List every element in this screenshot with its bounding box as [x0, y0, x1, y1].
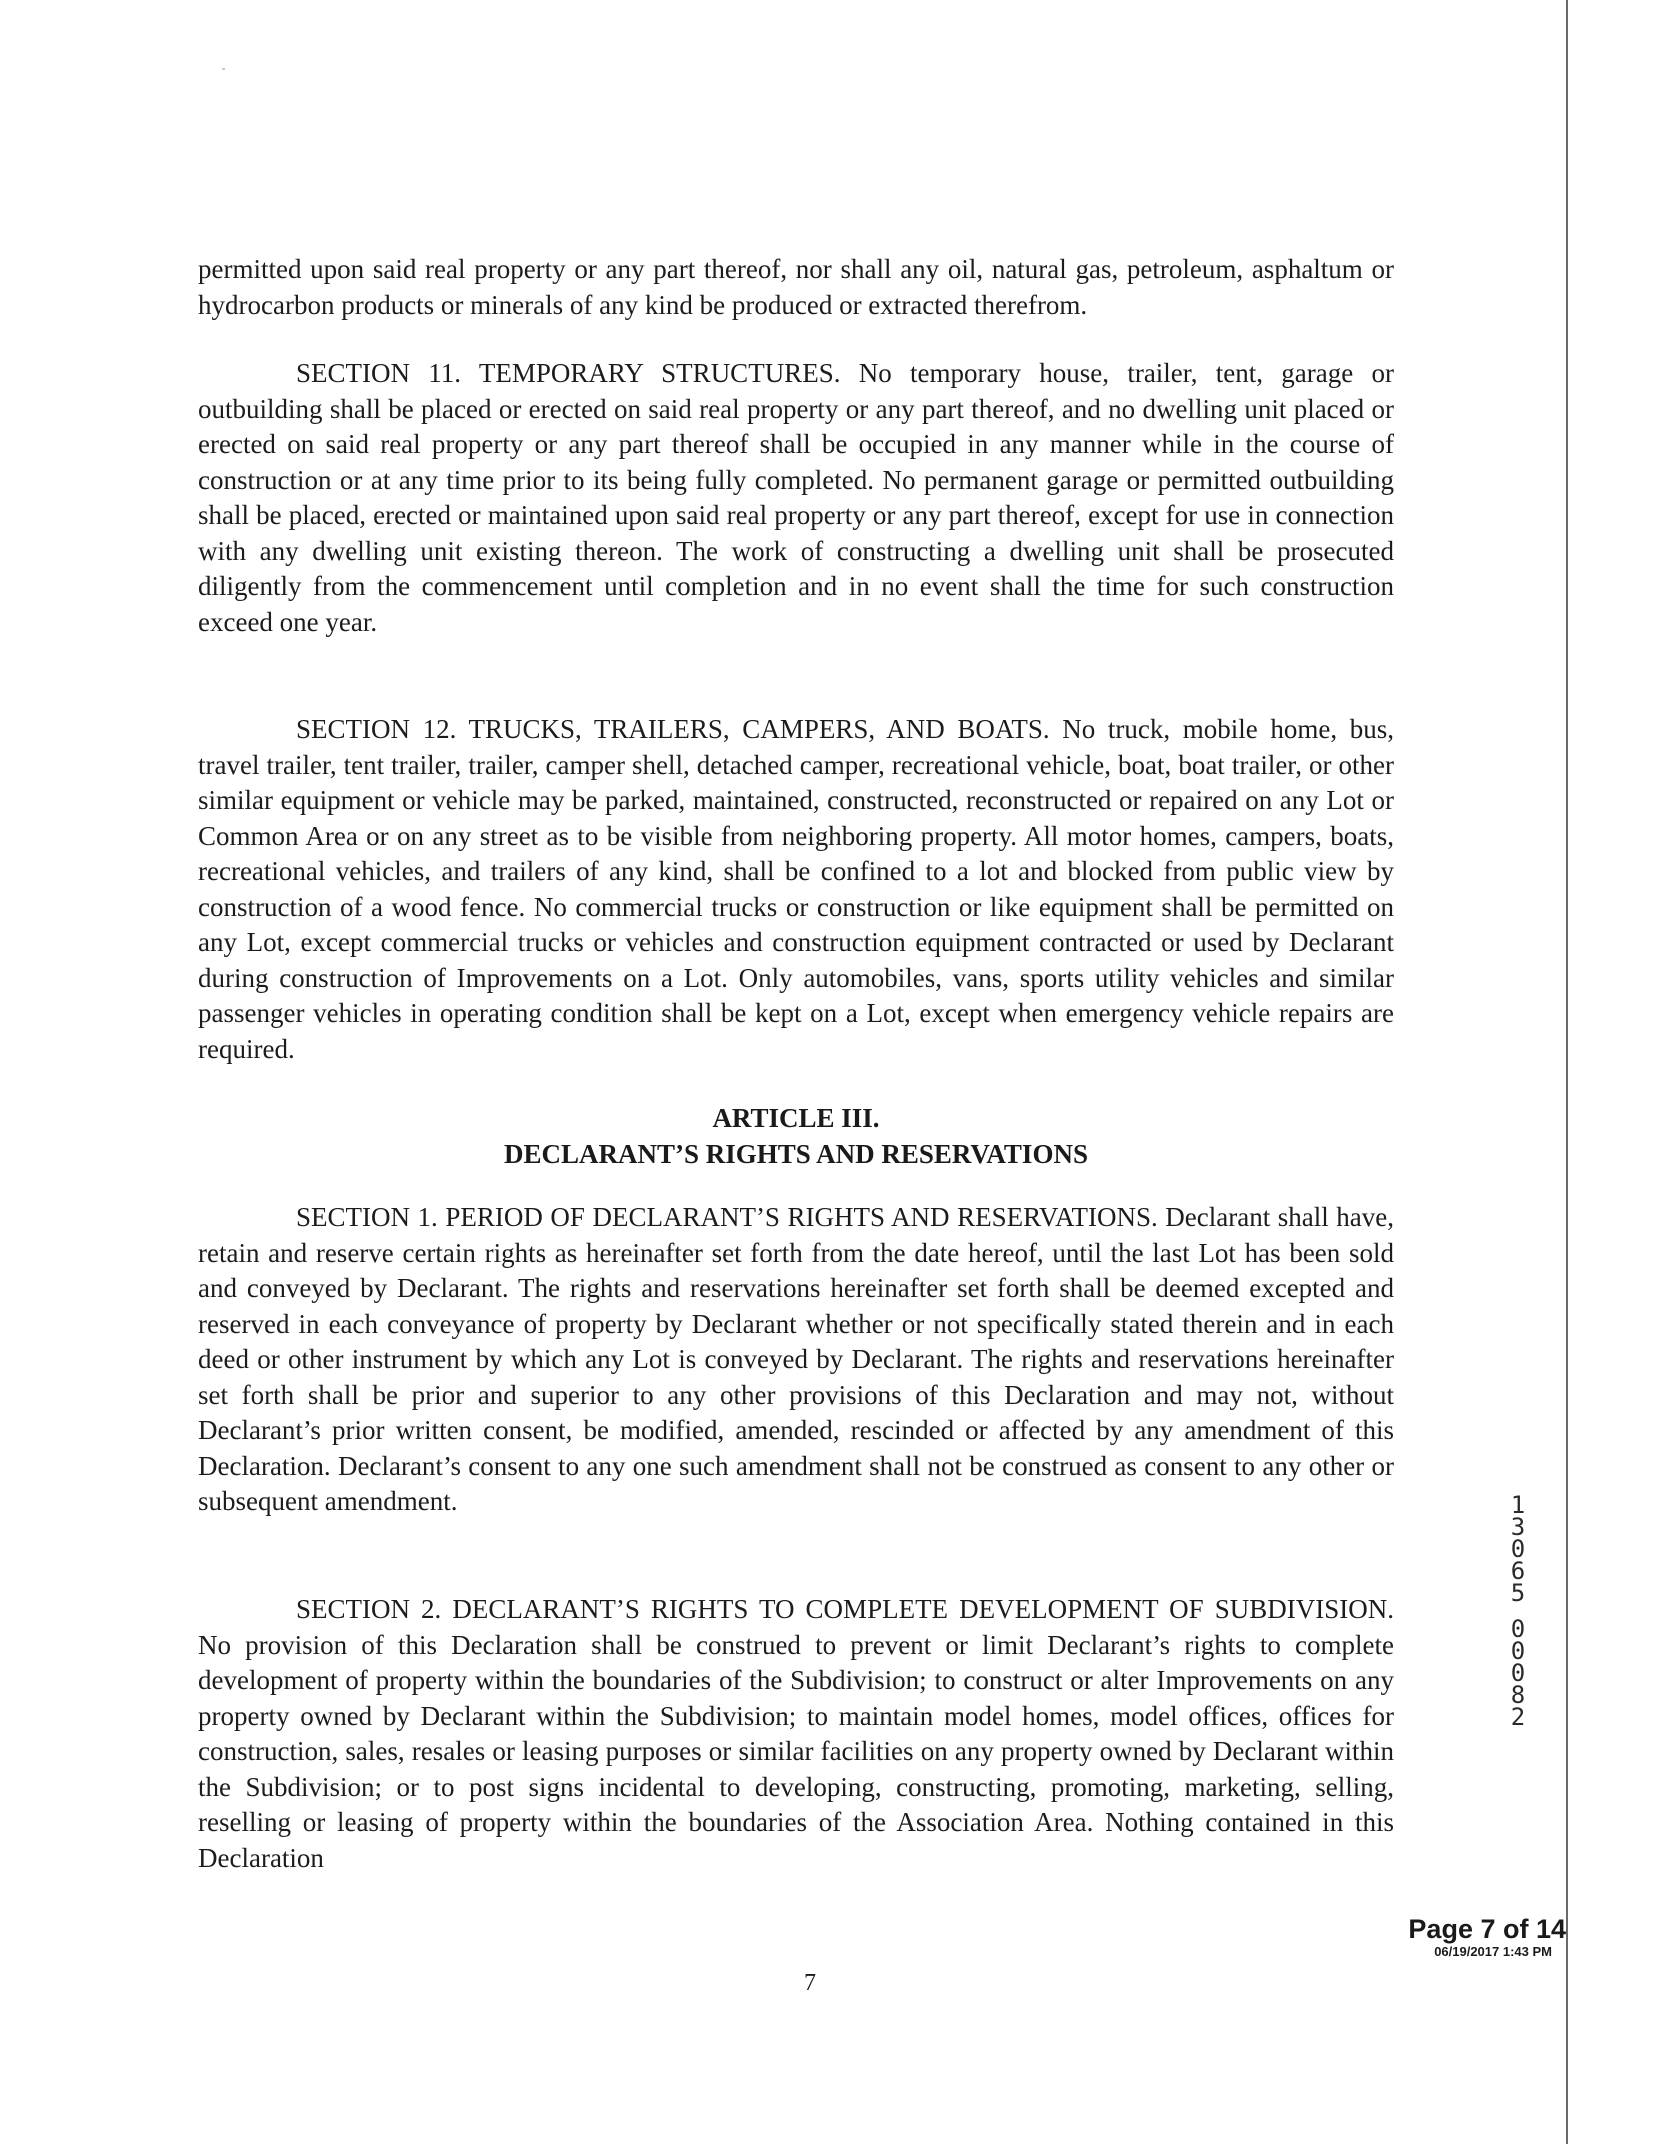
article-heading — [198, 1100, 1394, 1172]
recording-digit: 0 — [1510, 1615, 1526, 1643]
recording-digit: 2 — [1510, 1703, 1526, 1731]
stamp-page-label: Page 7 of 14 — [1408, 1914, 1566, 1944]
recording-number-second — [1504, 1615, 1532, 1731]
recording-digit: 0 — [1510, 1659, 1526, 1687]
intro-paragraph — [198, 252, 1394, 323]
scan-edge-line — [1566, 0, 1568, 2144]
recording-digit: 0 — [1510, 1535, 1526, 1563]
article-title: DECLARANT’S RIGHTS AND RESERVATIONS — [504, 1139, 1088, 1169]
article-3-section-1-paragraph — [198, 1200, 1394, 1520]
recording-digit: 0 — [1510, 1637, 1526, 1665]
scan-speck — [222, 68, 225, 70]
stamp-timestamp: 06/19/2017 1:43 PM — [1434, 1944, 1552, 1959]
recording-digit: 1 — [1510, 1491, 1526, 1519]
recording-digit: 8 — [1510, 1681, 1526, 1709]
recording-number-first — [1504, 1491, 1532, 1607]
page-number: 7 — [804, 1970, 816, 1996]
recording-number-vertical — [1504, 1491, 1532, 1731]
article-number: ARTICLE III. — [712, 1103, 880, 1133]
section-11-paragraph — [198, 356, 1394, 640]
section-12-paragraph — [198, 712, 1394, 1067]
recording-digit: 6 — [1510, 1557, 1526, 1585]
recording-page-stamp — [1380, 1914, 1566, 1960]
article-3-section-2-text: SECTION 2. DECLARANT’S RIGHTS TO COMPLETE DEVELOPMENT OF SUBDIVISION. No provision of this Declaration shall be construed to prevent or limit Declarant’s rights to complete development of property within the boundaries of the Subdivision; to construct or alter Improvements on any property owned by Declarant within the Subdivision; to maintain model homes, model offices, offices for construction, sales, resales or leasing purposes or similar facilities on any property owned by Declarant within the Subdivision; or to post signs incidental to developing, constructing, promoting, marketing, selling, reselling or leasing of property within the boundaries of the Association Area. Nothing contained in this Declaration — [198, 1594, 1394, 1873]
article-3-section-1-text: SECTION 1. PERIOD OF DECLARANT’S RIGHTS AND RESERVATIONS. Declarant shall have, retain and reserve certain rights as hereinafter set forth from the date hereof, until the last Lot has been sold and conveyed by Declarant. The rights and reservations hereinafter set forth shall be deemed excepted and reserved in each conveyance of property by Declarant whether or not specifically stated therein and in each deed or other instrument by which any Lot is conveyed by Declarant. The rights and reservations hereinafter set forth shall be prior and superior to any other provisions of this Declaration and may not, without Declarant’s prior written consent, be modified, amended, rescinded or affected by any amendment of this Declaration. Declarant’s consent to any one such amendment shall not be construed as consent to any other or subsequent amendment. — [198, 1202, 1394, 1516]
recording-digit: 5 — [1510, 1579, 1526, 1607]
section-12-text: SECTION 12. TRUCKS, TRAILERS, CAMPERS, AND BOATS. No truck, mobile home, bus, travel trailer, tent trailer, trailer, camper shell, detached camper, recreational vehicle, boat, boat trailer, or other similar equipment or vehicle may be parked, maintained, constructed, reconstructed or repaired on any Lot or Common Area or on any street as to be visible from neighboring property. All motor homes, campers, boats, recreational vehicles, and trailers of any kind, shall be confined to a lot and blocked from public view by construction of a wood fence. No commercial trucks or construction or like equipment shall be permitted on any Lot, except commercial trucks or vehicles and construction equipment contracted or used by Declarant during construction of Improvements on a Lot. Only automobiles, vans, sports utility vehicles and similar passenger vehicles in operating condition shall be kept on a Lot, except when emergency vehicle repairs are required. — [198, 714, 1394, 1064]
intro-paragraph-text: permitted upon said real property or any part thereof, nor shall any oil, natural gas, petroleum, asphaltum or hydrocarbon products or minerals of any kind be produced or extracted therefrom. — [198, 254, 1394, 320]
section-11-text: SECTION 11. TEMPORARY STRUCTURES. No temporary house, trailer, tent, garage or outbuilding shall be placed or erected on said real property or any part thereof, and no dwelling unit placed or erected on said real property or any part thereof shall be occupied in any manner while in the course of construction or at any time prior to its being fully completed. No permanent garage or permitted outbuilding shall be placed, erected or maintained upon said real property or any part thereof, except for use in connection with any dwelling unit existing thereon. The work of constructing a dwelling unit shall be prosecuted diligently from the commencement until completion and in no event shall the time for such construction exceed one year. — [198, 358, 1394, 637]
recording-digit: 3 — [1510, 1513, 1526, 1541]
article-3-section-2-paragraph — [198, 1592, 1394, 1876]
